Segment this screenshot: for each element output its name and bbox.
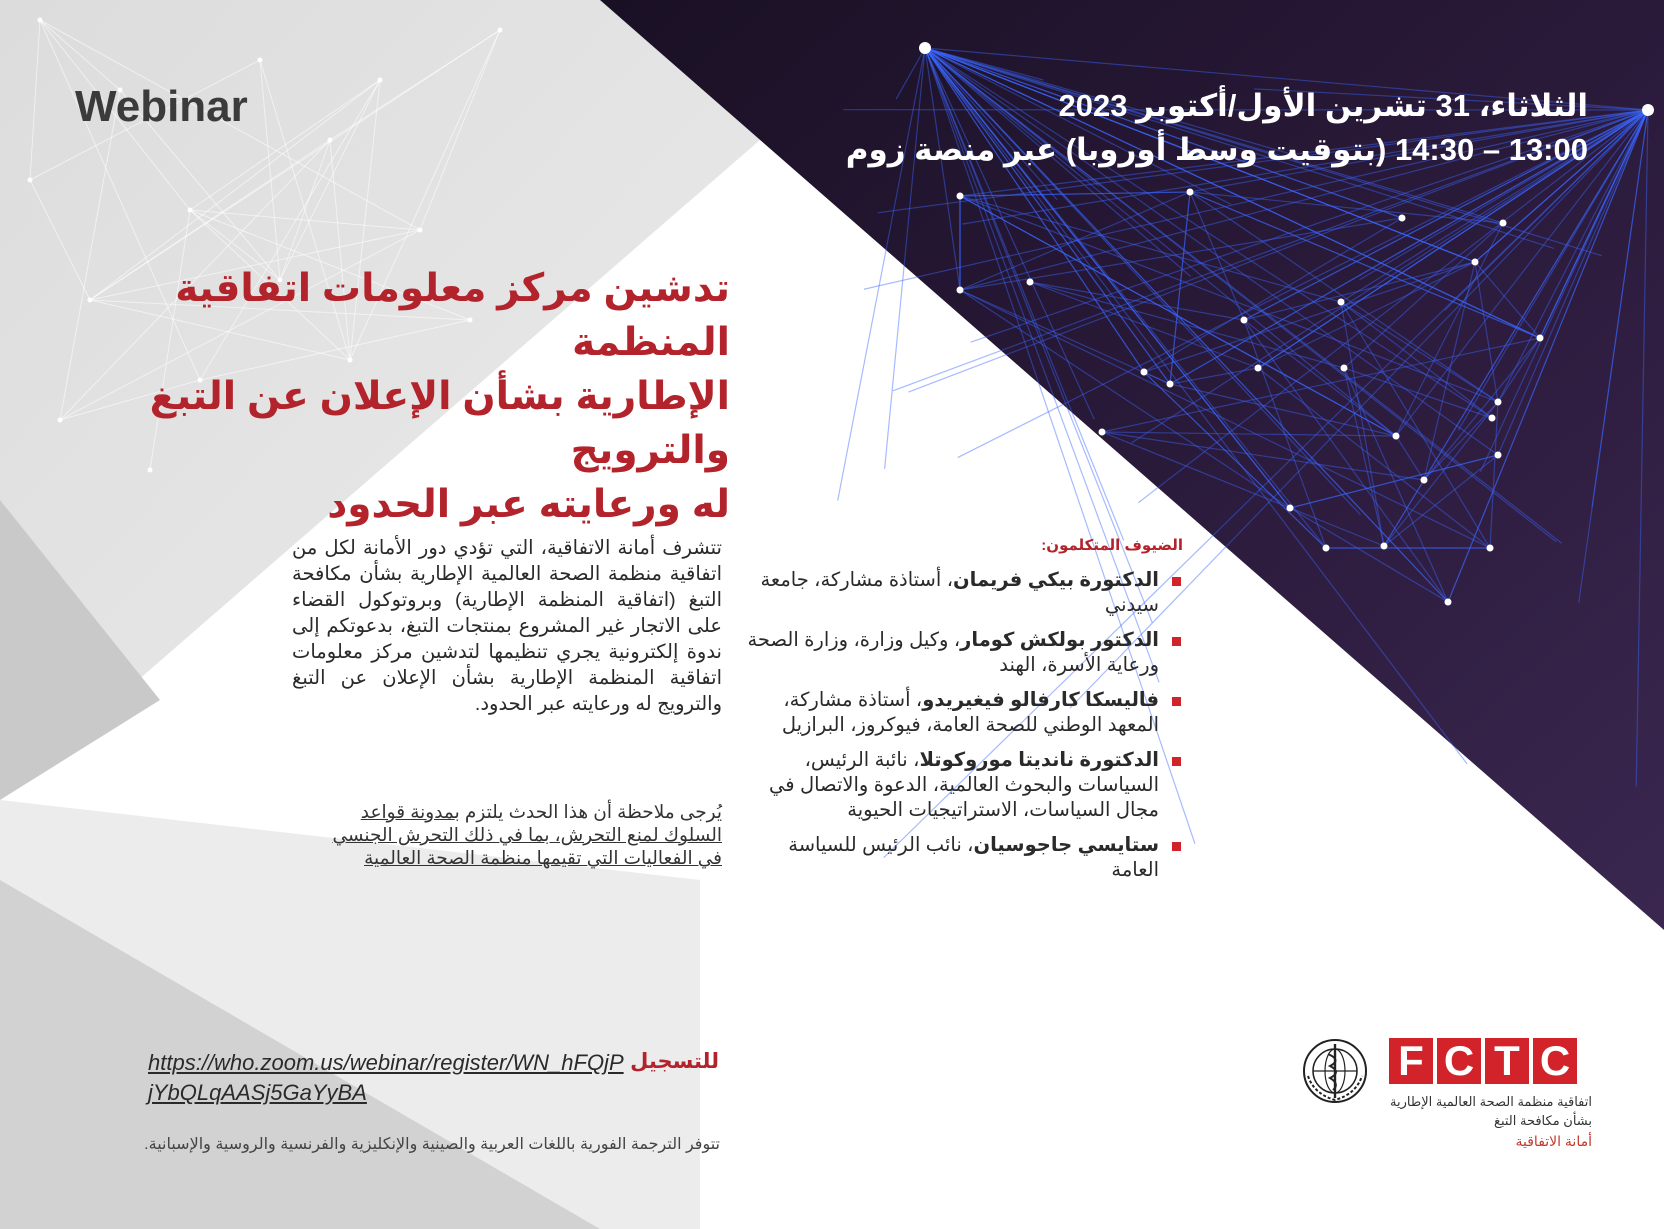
speaker-item <box>743 688 1183 738</box>
speaker-role: ، نائب الرئيس للسياسة العامة <box>788 834 1159 881</box>
speaker-name: فاليسكا كارفالو فيغيريدو <box>922 689 1159 711</box>
speakers-list <box>743 568 1183 893</box>
event-time: 13:00 – 14:30 (بتوقيت وسط أوروبا) عبر منصة زوم <box>845 132 1588 167</box>
conduct-note <box>312 800 722 869</box>
speaker-name: الدكتور بولكش كومار <box>960 629 1159 651</box>
speaker-item <box>743 748 1183 823</box>
speaker-item <box>743 628 1183 678</box>
speaker-item <box>743 833 1183 883</box>
bullet-square-icon <box>1172 697 1181 706</box>
fctc-caption-line-3: أمانة الاتفاقية <box>1515 1133 1592 1149</box>
event-title-line-2: الإطارية بشأن الإعلان عن التبغ والترويج <box>149 375 730 472</box>
event-date: الثلاثاء، 31 تشرين الأول/أكتوبر 2023 <box>1058 88 1588 123</box>
webinar-label: Webinar <box>75 82 248 131</box>
speaker-name: الدكتورة بيكي فريمان <box>953 569 1159 591</box>
fctc-letter: C <box>1533 1038 1577 1084</box>
fctc-letter: C <box>1437 1038 1481 1084</box>
bullet-square-icon <box>1172 577 1181 586</box>
code-of-conduct-link[interactable]: مدونة قواعد السلوك لمنع التحرش، بما في ذلك التحرش الجنسي في الفعاليات التي تقيمها منظمة الصحة العالمية <box>332 801 722 868</box>
fctc-logo <box>1385 1038 1577 1084</box>
speaker-name: ستايسي جاجوسيان <box>973 834 1159 856</box>
who-emblem-icon <box>1300 1036 1370 1106</box>
intro-paragraph: تتشرف أمانة الاتفاقية، التي تؤدي دور الأمانة لكل من اتفاقية منظمة الصحة العالمية الإطارية بشأن مكافحة التبغ (اتفاقية المنظمة الإطارية) وبروتوكول القضاء على الاتجار غير المشروع بمنتجات التبغ، بدعوتكم إلى ندوة إلكترونية يجري تنظيمها لتدشين مركز معلومات اتفاقية المنظمة الإطارية بشأن الإعلان عن التبغ والترويج له ورعايته عبر الحدود. <box>292 537 722 715</box>
speakers-heading: الضيوف المتكلمون: <box>1041 537 1183 554</box>
speaker-role: ، نائبة الرئيس، السياسات والبحوث العالمية، الدعوة والاتصال في مجال السياسات، الاستراتيجيات الحيوية <box>768 749 1159 821</box>
speaker-role: ، أستاذة مشاركة، جامعة سيدني <box>760 569 1159 616</box>
bullet-square-icon <box>1172 637 1181 646</box>
speaker-item <box>743 568 1183 618</box>
event-title-line-3: له ورعايته عبر الحدود <box>327 483 730 526</box>
fctc-caption-line-1: اتفاقية منظمة الصحة العالمية الإطارية <box>1390 1094 1592 1109</box>
event-title <box>70 262 730 532</box>
fctc-letter: F <box>1389 1038 1433 1084</box>
speaker-name: الدكتورة نانديتا موروكوتلا <box>919 749 1159 771</box>
bullet-square-icon <box>1172 842 1181 851</box>
interpretation-note: تتوفر الترجمة الفورية باللغات العربية والصينية والإنكليزية والفرنسية والروسية والإسبانية. <box>144 1136 720 1153</box>
fctc-caption-line-2: بشأن مكافحة التبغ <box>1494 1113 1592 1128</box>
registration-label: للتسجيل <box>630 1050 719 1073</box>
bullet-square-icon <box>1172 757 1181 766</box>
registration-link[interactable]: https://who.zoom.us/webinar/register/WN_hFQjPjYbQLqAASj5GaYyBA <box>148 1050 624 1105</box>
conduct-note-prefix: يُرجى ملاحظة أن هذا الحدث يلتزم ب <box>454 801 722 822</box>
speaker-role: ، أستاذة مشاركة، المعهد الوطني للصحة العامة، فيوكروز، البرازيل <box>781 689 1159 736</box>
speaker-role: ، وكيل وزارة، وزارة الصحة ورعاية الأسرة، الهند <box>747 629 1159 676</box>
fctc-letter: T <box>1485 1038 1529 1084</box>
event-title-line-1: تدشين مركز معلومات اتفاقية المنظمة <box>175 267 730 364</box>
